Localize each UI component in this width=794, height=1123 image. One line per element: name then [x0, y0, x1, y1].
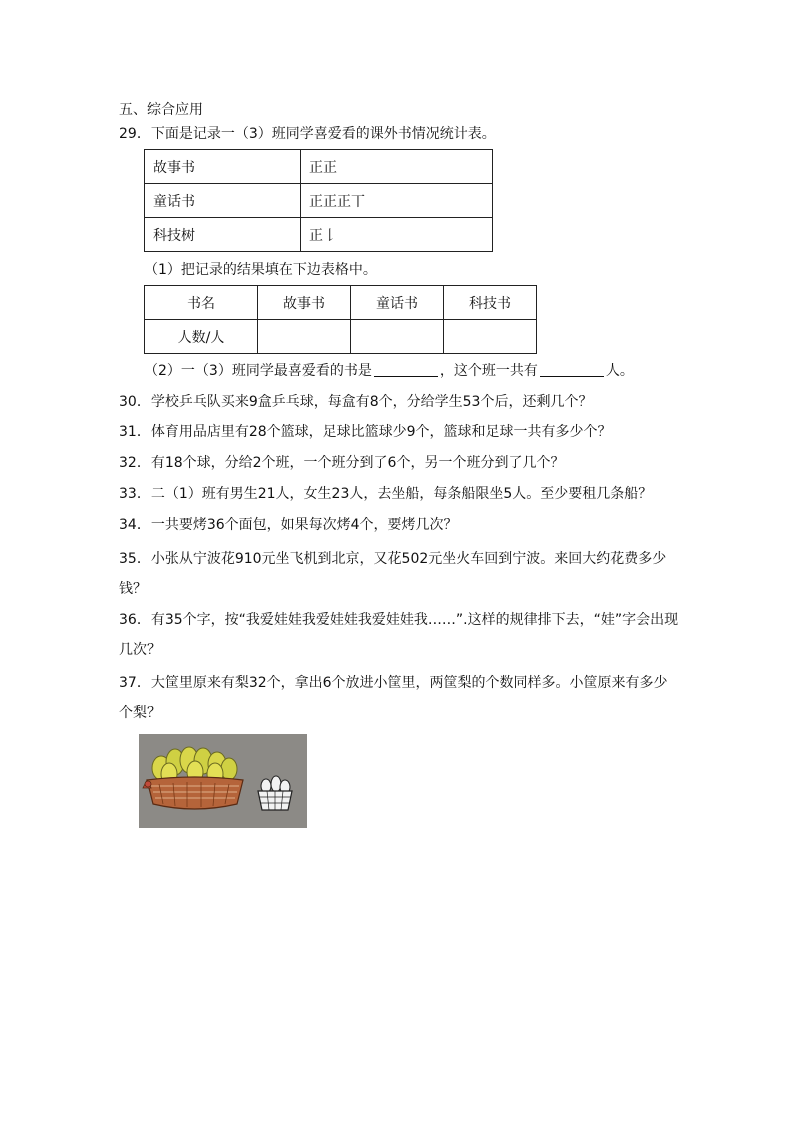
section-title: 五、综合应用: [119, 102, 203, 118]
question-35: 35．小张从宁波花910元坐飞机到北京，又花502元坐火车回到宁波。来回大约花费多少钱？: [119, 551, 667, 597]
result-table: [144, 285, 537, 354]
result-row-label: 人数/人: [145, 320, 258, 354]
result-header-cell: 童话书: [351, 286, 444, 320]
tally-mark-cell: 正𠄌: [301, 218, 493, 252]
part-2-text: （2）一（3）班同学最喜爱看的书是: [144, 363, 372, 379]
small-basket-icon: [258, 776, 292, 810]
question-29-stem: 29．下面是记录一（3）班同学喜爱看的课外书情况统计表。: [119, 126, 496, 142]
answer-cell[interactable]: [444, 320, 537, 354]
question-30: 30．学校乒乓队买来9盒乒乓球，每盒有8个，分给学生53个后，还剩几个？: [119, 394, 593, 410]
question-32: 32．有18个球，分给2个班，一个班分到了6个，另一个班分到了几个？: [119, 455, 565, 471]
part-2-text: ，这个班一共有: [439, 363, 538, 379]
table-row: [145, 218, 493, 252]
question-37: 37．大筐里原来有梨32个，拿出6个放进小筐里，两筐梨的个数同样多。小筐原来有多少个梨？: [119, 675, 668, 721]
table-row: [145, 320, 537, 354]
question-33: 33．二（1）班有男生21人，女生23人，去坐船，每条船限坐5人。至少要租几条船？: [119, 486, 653, 502]
part-2-text: 人。: [605, 363, 634, 379]
tally-mark-cell: 正正正丅: [301, 184, 493, 218]
result-header-cell: 科技书: [444, 286, 537, 320]
question-31: 31．体育用品店里有28个篮球，足球比篮球少9个，篮球和足球一共有多少个？: [119, 424, 612, 440]
table-row: [145, 286, 537, 320]
result-header-cell: 故事书: [258, 286, 351, 320]
tally-table: [144, 149, 493, 252]
result-header-cell: 书名: [145, 286, 258, 320]
tally-book-cell: 科技树: [145, 218, 301, 252]
answer-blank[interactable]: [374, 362, 438, 377]
question-36: 36．有35个字，按“我爱娃娃我爱娃娃我爱娃娃我……”.这样的规律排下去，“娃”字会出现几次？: [119, 612, 679, 658]
answer-cell[interactable]: [351, 320, 444, 354]
answer-cell[interactable]: [258, 320, 351, 354]
pear-baskets-image: [139, 734, 307, 828]
tally-book-cell: 童话书: [145, 184, 301, 218]
question-34: 34．一共要烤36个面包，如果每次烤4个，要烤几次？: [119, 517, 458, 533]
table-row: [145, 184, 493, 218]
question-29-part-1: （1）把记录的结果填在下边表格中。: [144, 262, 377, 278]
answer-blank[interactable]: [540, 362, 604, 377]
tally-mark-cell: 正正: [301, 150, 493, 184]
question-29-part-2: [144, 361, 634, 381]
table-row: [145, 150, 493, 184]
tally-book-cell: 故事书: [145, 150, 301, 184]
